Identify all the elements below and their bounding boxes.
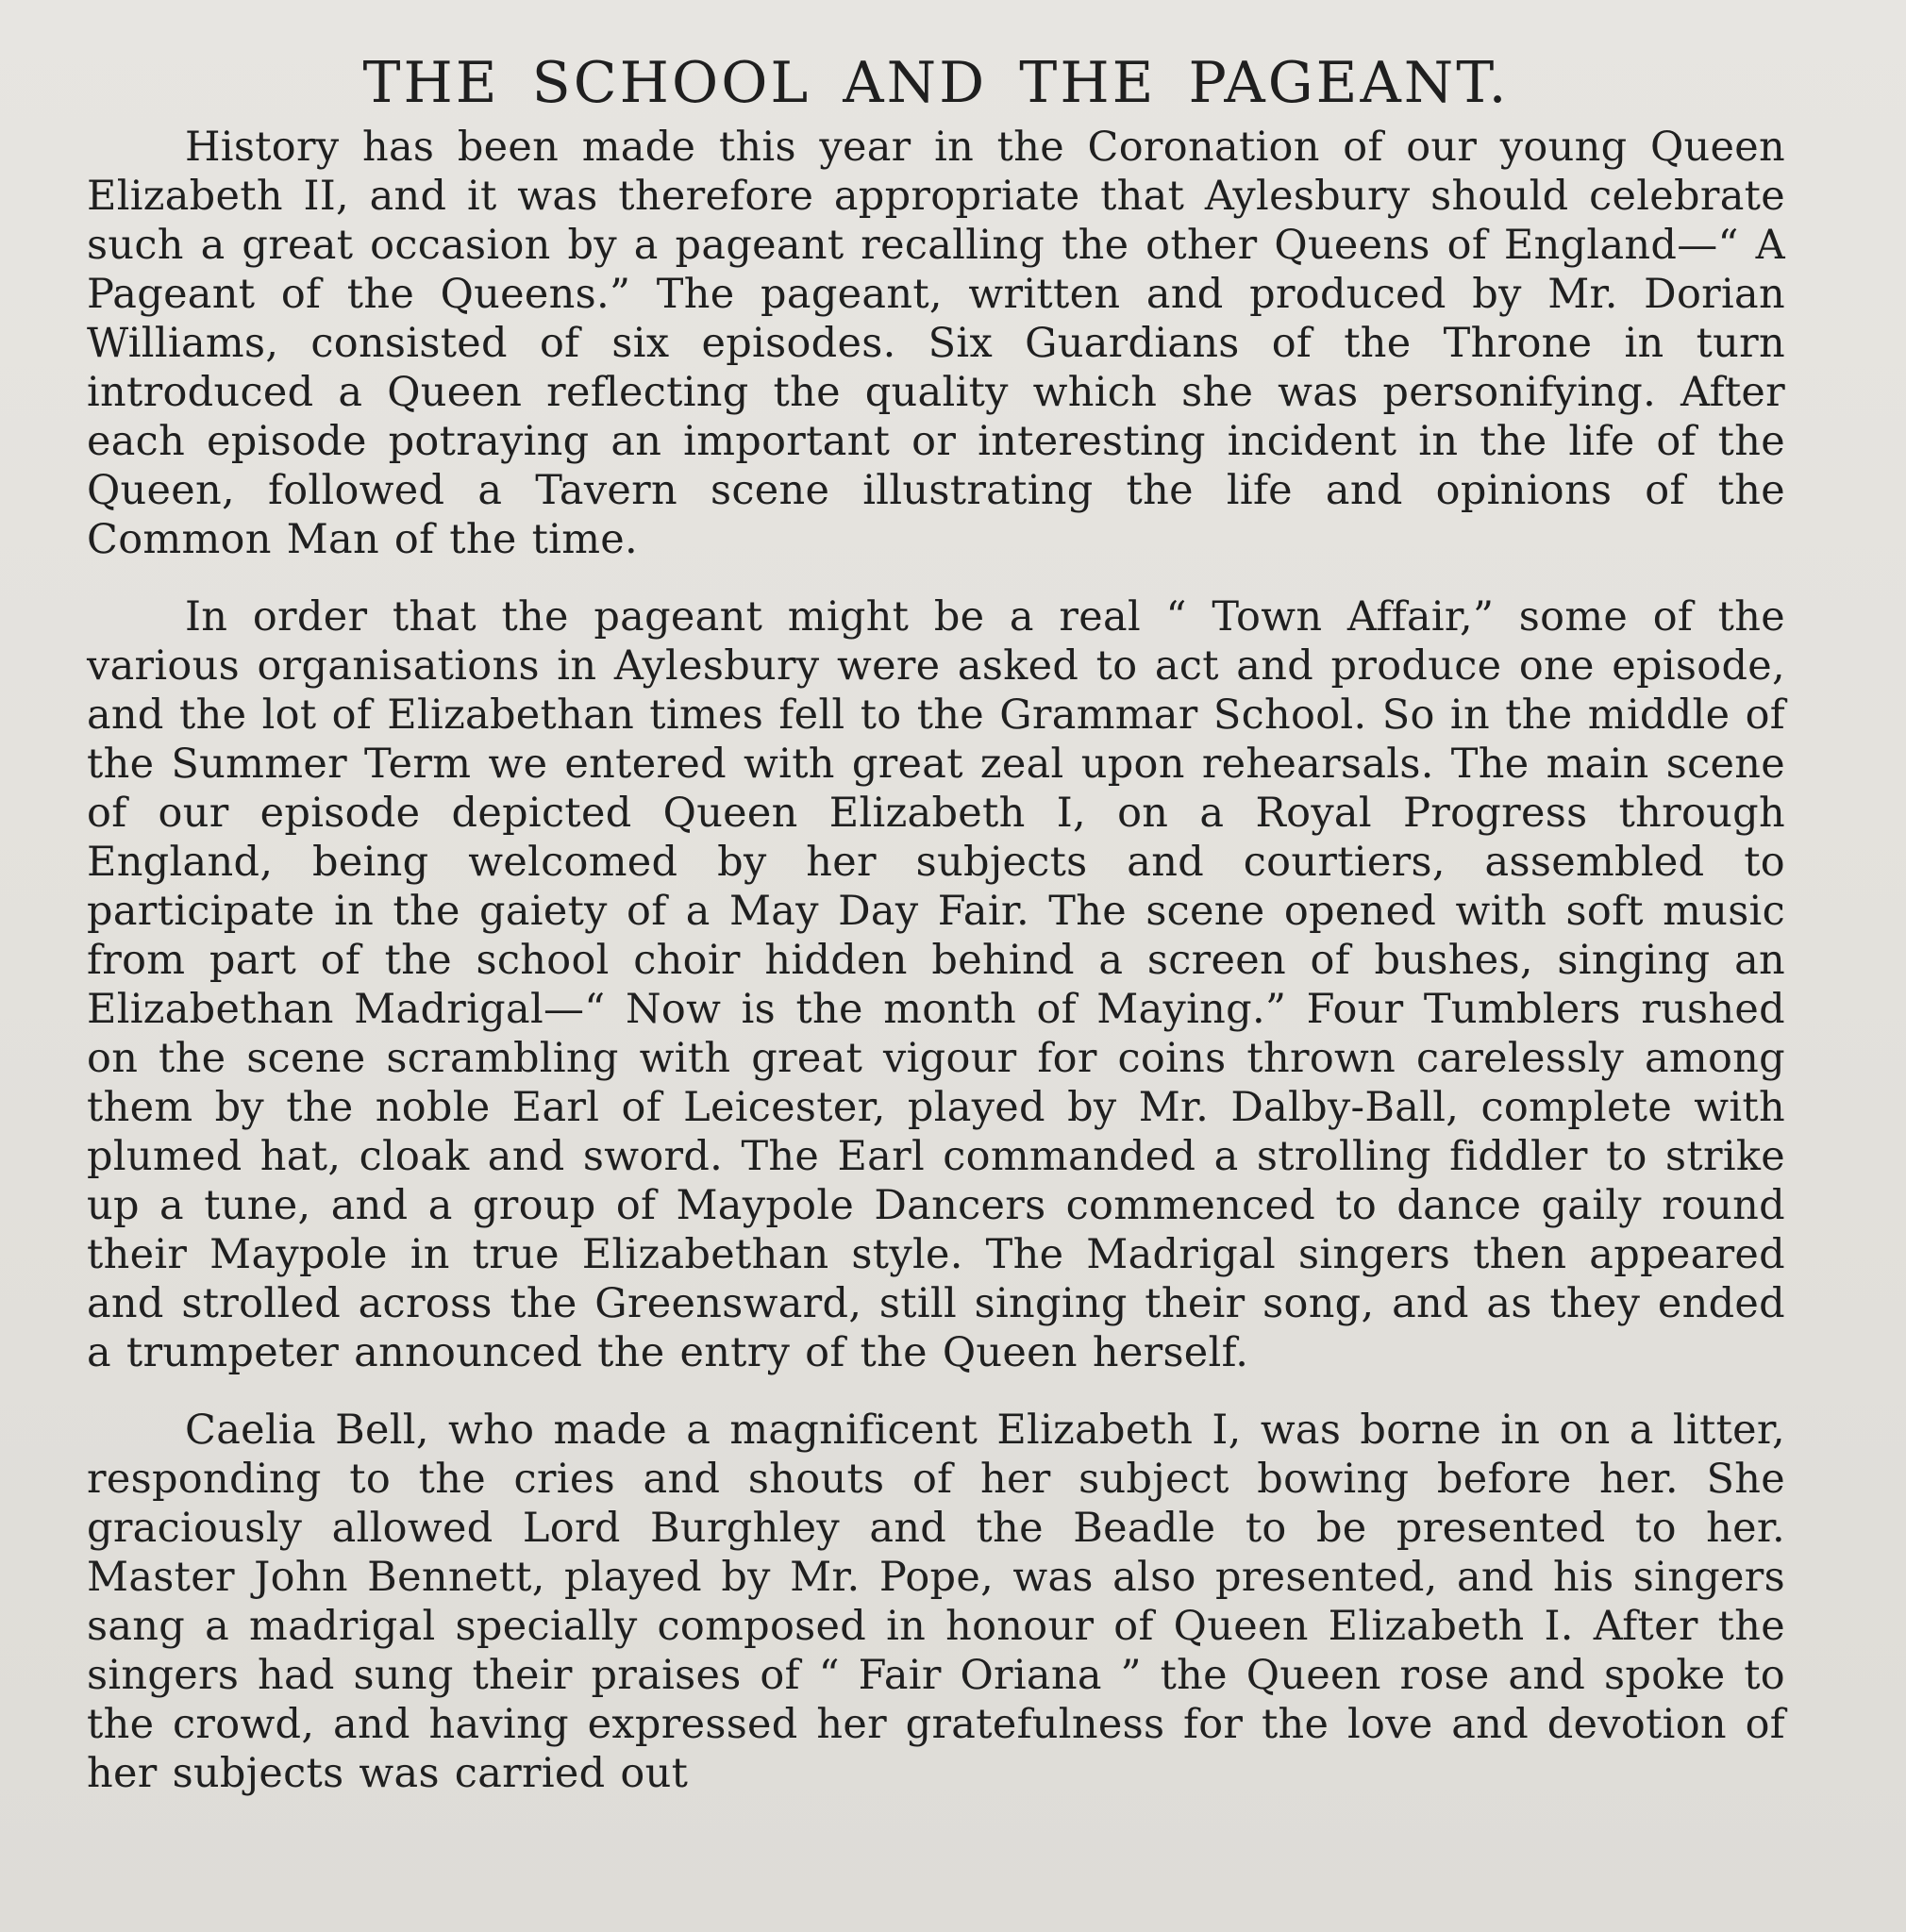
paragraph-history: History has been made this year in the Coronation of our young Queen Elizabeth II, and it was therefore appropriate that Aylesbury should celebrate such a great occasion by a pageant recalling the other Queens of England—“ A Pageant of the Queens.” The pageant, written and produced by Mr. Dorian Williams, consisted of six episodes. Six Guardians of the Throne in turn introduced a Queen reflecting the quality which she was personifying. After each episode potraying an important or interesting incident in the life of the Queen, followed a Tavern scene illustrating the life and opinions of the Common Man of the time. xyxy=(87,124,1785,563)
page-title: THE SCHOOL AND THE PAGEANT. xyxy=(362,50,1510,116)
paragraph-caelia-bell: Caelia Bell, who made a magnificent Elizabeth I, was borne in on a litter, responding to the cries and shouts of her subject bowing before her. She graciously allowed Lord Burghley and the Beadle to be presented to her. Master John Bennett, played by Mr. Pope, was also presented, and his singers sang a madrigal specially composed in honour of Queen Elizabeth I. After the singers had sung their praises of “ Fair Oriana ” the Queen rose and spoke to the crowd, and having expressed her gratefulness for the love and devotion of her subjects was carried out xyxy=(87,1407,1785,1797)
paragraph-town-affair: In order that the pageant might be a real “ Town Affair,” some of the various organisations in Aylesbury were asked to act and produce one episode, and the lot of Elizabethan times fell to the Grammar School. So in the middle of the Summer Term we entered with great zeal upon rehearsals. The main scene of our episode depicted Queen Elizabeth I, on a Royal Progress through England, being welcomed by her subjects and courtiers, assembled to participate in the gaiety of a May Day Fair. The scene opened with soft music from part of the school choir hidden behind a screen of bushes, singing an Elizabethan Madrigal—“ Now is the month of Maying.” Four Tumblers rushed on the scene scrambling with great vigour for coins thrown carelessly among them by the noble Earl of Leicester, played by Mr. Dalby-Ball, complete with plumed hat, cloak and sword. The Earl commanded a strolling fiddler to strike up a tune, and a group of Maypole Dancers commenced to dance gaily round their Maypole in true Elizabethan style. The Madrigal singers then appeared and strolled across the Greensward, still singing their song, and as they ended a trumpeter announced the entry of the Queen herself. xyxy=(87,593,1785,1376)
document-page xyxy=(87,38,1785,1915)
